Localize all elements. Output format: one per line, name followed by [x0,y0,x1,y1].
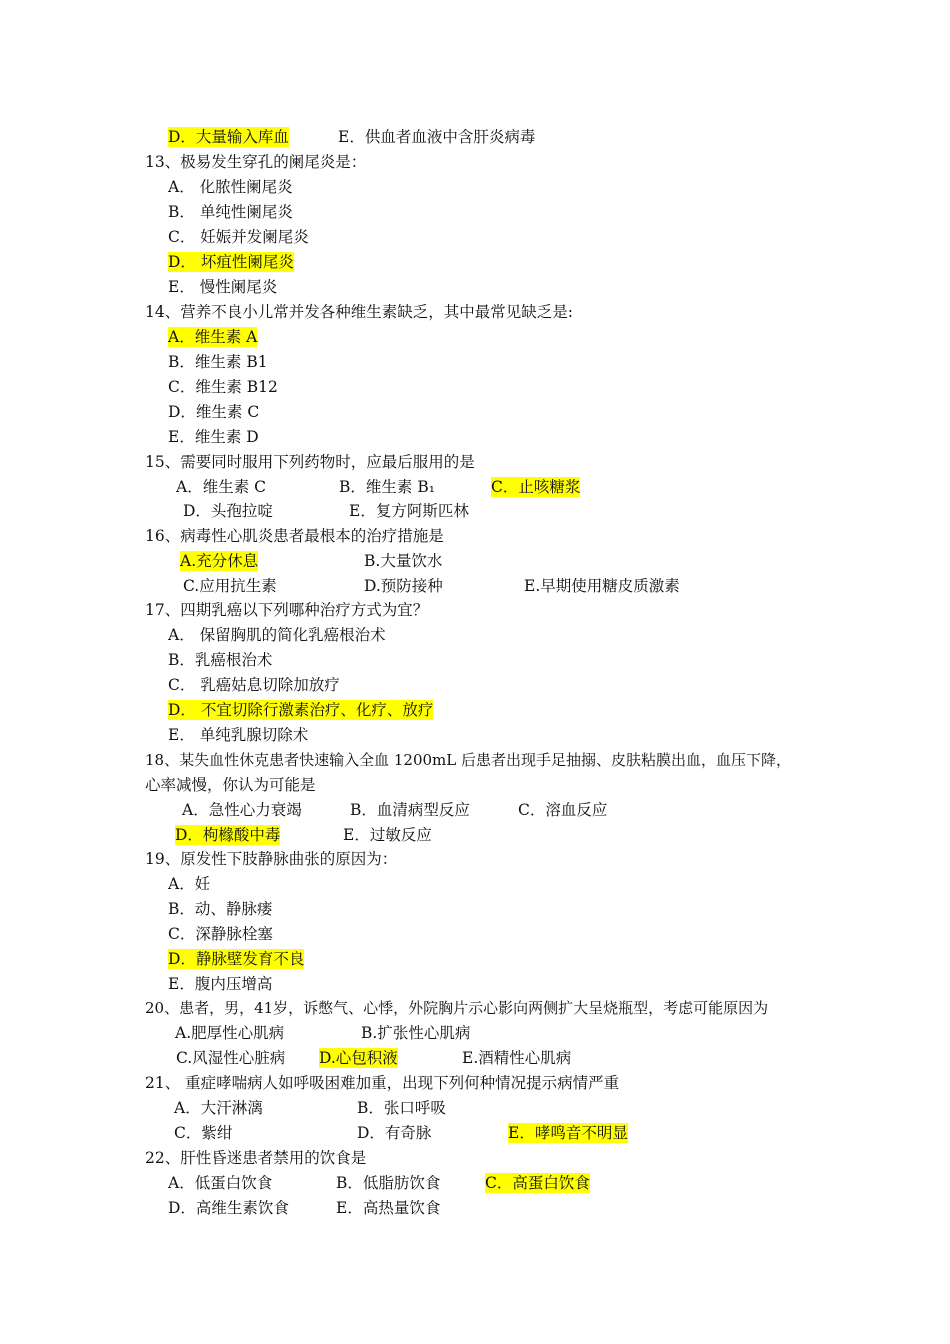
option-19-e: E．腹内压增高 [168,975,273,993]
option-19-c: C．深静脉栓塞 [168,925,273,943]
option-19-a: A．妊 [168,875,211,893]
option-22-e: E．高热量饮食 [336,1199,441,1217]
question-20: 20、患者，男，41岁，诉憋气、心悸，外院胸片示心影向两侧扩大呈烧瓶型，考虑可能原因为 [145,999,769,1017]
answer-option-21-e: E．哮鸣音不明显 [508,1124,628,1142]
option-17-c: C． 乳癌姑息切除加放疗 [168,676,340,694]
question-18-line-2: 心率减慢，你认为可能是 [145,776,316,794]
option-20-c: C.风湿性心脏病 [176,1049,286,1067]
option-20-a: A.肥厚性心肌病 [175,1024,285,1042]
option-13-e: E． 慢性阑尾炎 [168,278,278,296]
answer-option-13-d: D． 坏疽性阑尾炎 [168,253,294,271]
option-14-c: C．维生素 B12 [168,378,278,396]
answer-option-17-d: D． 不宜切除行激素治疗、化疗、放疗 [168,701,434,719]
option-22-a: A．低蛋白饮食 [168,1174,273,1192]
option-18-a: A．急性心力衰竭 [182,801,302,819]
option-18-e: E．过敏反应 [343,826,432,844]
option-21-a: A．大汗淋漓 [174,1099,263,1117]
option-16-b: B.大量饮水 [364,552,443,570]
option-21-b: B．张口呼吸 [357,1099,446,1117]
question-19: 19、原发性下肢静脉曲张的原因为： [145,850,398,868]
option-16-c: C.应用抗生素 [183,577,277,595]
answer-option-19-d: D．静脉壁发育不良 [168,950,305,968]
option-13-a: A． 化脓性阑尾炎 [168,178,293,196]
option-21-d: D．有奇脉 [357,1124,432,1142]
option-15-d: D．头孢拉啶 [183,502,273,520]
question-22: 22、肝性昏迷患者禁用的饮食是 [145,1149,367,1167]
option-15-e: E．复方阿斯匹林 [349,502,469,520]
question-16: 16、病毒性心肌炎患者最根本的治疗措施是 [145,527,444,545]
option-16-d: D.预防接种 [364,577,443,595]
option-13-c: C． 妊娠并发阑尾炎 [168,228,309,246]
answer-option-18-d: D．枸橼酸中毒 [175,826,281,844]
answer-option-20-d: D.心包积液 [319,1049,398,1067]
option-14-e: E．维生素 D [168,428,259,446]
option-13-b: B． 单纯性阑尾炎 [168,203,293,221]
question-13: 13、极易发生穿孔的阑尾炎是： [145,153,367,171]
answer-option-12-d: D．大量输入库血 [168,128,289,146]
option-16-e: E.早期使用糖皮质激素 [524,577,680,595]
option-15-b: B．维生素 B₁ [339,478,435,496]
question-18-line-1: 18、某失血性休克患者快速输入全血 1200mL 后患者出现手足抽搦、皮肤粘膜出血，血压下降， [145,751,791,769]
answer-option-14-a: A．维生素 A [168,328,258,346]
option-12-e: E．供血者血液中含肝炎病毒 [338,128,536,146]
answer-option-16-a: A.充分休息 [180,552,259,570]
option-18-b: B．血清病型反应 [350,801,470,819]
answer-option-22-c: C．高蛋白饮食 [485,1174,590,1192]
option-17-b: B．乳癌根治术 [168,651,273,669]
option-21-c: C．紫绀 [174,1124,233,1142]
option-22-d: D．高维生素饮食 [168,1199,289,1217]
option-14-b: B．维生素 B1 [168,353,268,371]
option-14-d: D．维生素 C [168,403,260,421]
question-15: 15、需要同时服用下列药物时，应最后服用的是 [145,453,475,471]
answer-option-15-c: C．止咳糖浆 [491,478,581,496]
option-20-e: E.酒精性心肌病 [462,1049,572,1067]
option-15-a: A．维生素 C [176,478,266,496]
option-18-c: C．溶血反应 [518,801,608,819]
option-17-e: E． 单纯乳腺切除术 [168,726,309,744]
option-22-b: B．低脂肪饮食 [336,1174,441,1192]
question-17: 17、四期乳癌以下列哪种治疗方式为宜？ [145,601,429,619]
question-14: 14、营养不良小儿常并发各种维生素缺乏，其中最常见缺乏是: [145,303,573,321]
option-19-b: B．动、静脉瘘 [168,900,273,918]
question-21: 21、 重症哮喘病人如呼吸困难加重，出现下列何种情况提示病情严重 [145,1074,620,1092]
option-20-b: B.扩张性心肌病 [361,1024,471,1042]
option-17-a: A． 保留胸肌的简化乳癌根治术 [168,626,386,644]
